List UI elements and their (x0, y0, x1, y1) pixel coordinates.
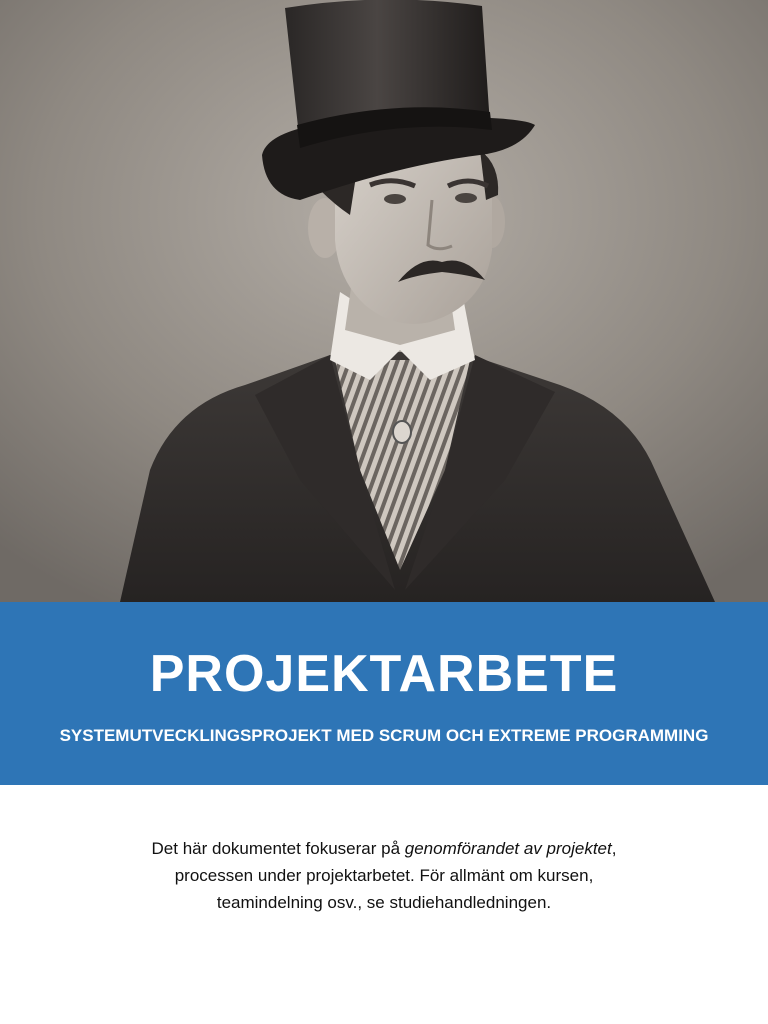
intro-emphasis: genomförandet av projektet (404, 839, 612, 858)
intro-paragraph (120, 835, 648, 916)
intro-text-end: , processen under projektarbetet. För allmänt om kursen, teamindelning osv., se studiehandledningen. (174, 839, 617, 912)
document-subtitle: SYSTEMUTVECKLINGSPROJEKT MED SCRUM OCH EXTREME PROGRAMMING (59, 726, 709, 745)
intro-text-start: Det här dokumentet fokuserar på (151, 839, 405, 858)
document-title: PROJEKTARBETE (149, 645, 619, 703)
title-banner (0, 602, 768, 785)
